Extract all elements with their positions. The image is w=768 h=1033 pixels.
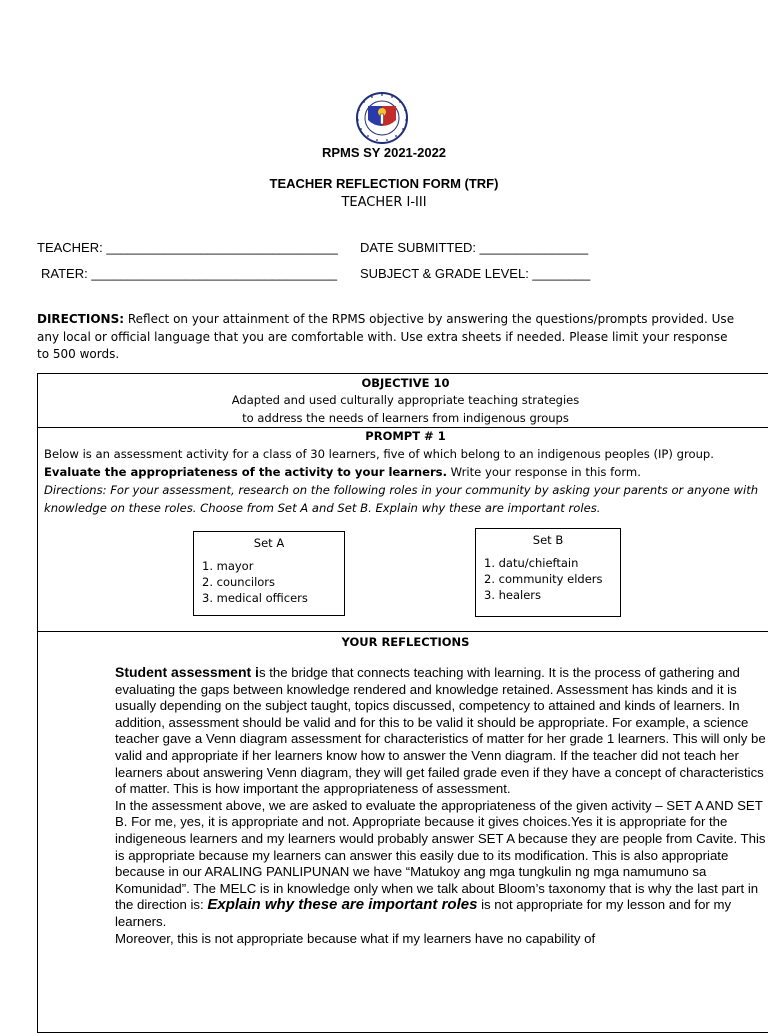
directions-label: DIRECTIONS: <box>37 312 125 326</box>
set-b-box <box>475 528 621 617</box>
reflection-p3-text: Moreover, this is not appropriate because what if my learners have no capability of <box>115 930 596 946</box>
objective-heading: OBJECTIVE 10 <box>361 376 450 390</box>
prompt-text-1: Below is an assessment activity for a class of 30 learners, five of which belong to an indigenous peoples (IP) group. <box>44 447 714 461</box>
reflection-lead-bold: Student assessment i <box>115 664 259 680</box>
date-submitted-field[interactable]: DATE SUBMITTED: _______________ <box>360 240 589 255</box>
rater-field[interactable]: RATER: __________________________________ <box>41 266 338 281</box>
prompt-text-bold: Evaluate the appropriateness of the activity to your learners. <box>44 465 447 479</box>
prompt-text <box>44 445 764 517</box>
prompt-heading: PROMPT # 1 <box>365 429 446 443</box>
divider <box>38 631 768 632</box>
directions <box>37 311 737 364</box>
school-year-title: RPMS SY 2021-2022 <box>321 145 447 160</box>
reflection-p1-text: s the bridge that connects teaching with learning. It is the process of gathering and evaluating the gaps between knowledge rendered and knowledge retained. Assessment has kinds and it is usually depending on the subject taught, topics discussed, competency to attained and kinds of learners. In addition, assessment should be valid and for this to be valid it should be appropriate. For example, a science teacher gave a Venn diagram assessment for characteristics of matter for her grade 1 learners. This will only be valid and appropriate if her learners know how to answer the Venn diagram. If the teacher did not teach her learners about answering Venn diagram, they will get failed grade even if they have a concept of characteristics of matter. This is how important the appropriateness of assessment. <box>115 665 766 797</box>
deped-seal <box>330 92 434 144</box>
form-title: TEACHER REFLECTION FORM (TRF) <box>269 176 499 191</box>
reflection-p2-text: In the assessment above, we are asked to evaluate the appropriateness of the given activity – SET A AND SET B. For me, yes, it is appropriate and not. Appropriate because it gives choices.Yes it is appropriate for the indigeneous learners and my learners would probably answer SET A because they are people from Cavite. This is appropriate because my learners can answer this easily due to its modification. This is also appropriate because in our ARALING PANLIPUNAN we have “Matukoy ang mga tungkulin ng mga namumuno sa Komunidad”. The MELC is in knowledge only when we talk about Bloom’s taxonomy that is why the last part in the direction is: <box>115 797 766 913</box>
set-a-item: 1. mayor <box>202 559 254 573</box>
set-a-box <box>193 531 345 616</box>
prompt-directions: Directions: For your assessment, research on the following roles in your community by asking your parents or anyone with knowledge on these roles. Choose from Set A and Set B. Explain why these are important roles. <box>44 483 759 515</box>
set-a-list <box>202 558 344 606</box>
set-b-item: 2. community elders <box>484 572 603 586</box>
reflection-paragraph <box>43 664 768 798</box>
reflection-p2-tail: is not appropriate for my lesson and for my learners. <box>115 897 732 929</box>
teacher-level: TEACHER I-III <box>341 195 427 210</box>
divider <box>38 427 768 428</box>
reflection-p2-emphasis: Explain why these are important roles <box>207 896 478 914</box>
set-b-title: Set B <box>532 533 564 547</box>
reflection-paragraph <box>43 798 768 931</box>
subject-grade-field[interactable]: SUBJECT & GRADE LEVEL: ________ <box>360 266 591 281</box>
set-a-title: Set A <box>253 536 285 550</box>
directions-text: Reflect on your attainment of the RPMS objective by answering the questions/prompts provided. Use any local or official language that you are comfortable with. Use extra sheets if needed. Please limit your response to 500 words. <box>37 312 735 361</box>
teacher-field[interactable]: TEACHER: ________________________________ <box>37 240 338 255</box>
objective-line-1: Adapted and used culturally appropriate teaching strategies <box>231 393 580 407</box>
set-a-item: 3. medical officers <box>202 591 308 605</box>
reflection-paragraph <box>43 931 768 948</box>
reflections-body[interactable] <box>43 664 768 947</box>
reflection-table <box>37 373 768 1033</box>
reflections-heading: YOUR REFLECTIONS <box>341 635 470 649</box>
prompt-text-2: Write your response in this form. <box>446 465 641 479</box>
set-b-item: 3. healers <box>484 588 542 602</box>
set-b-list <box>484 555 620 603</box>
set-a-item: 2. councilors <box>202 575 276 589</box>
set-b-item: 1. datu/chieftain <box>484 556 579 570</box>
objective-line-2: to address the needs of learners from indigenous groups <box>242 411 569 425</box>
